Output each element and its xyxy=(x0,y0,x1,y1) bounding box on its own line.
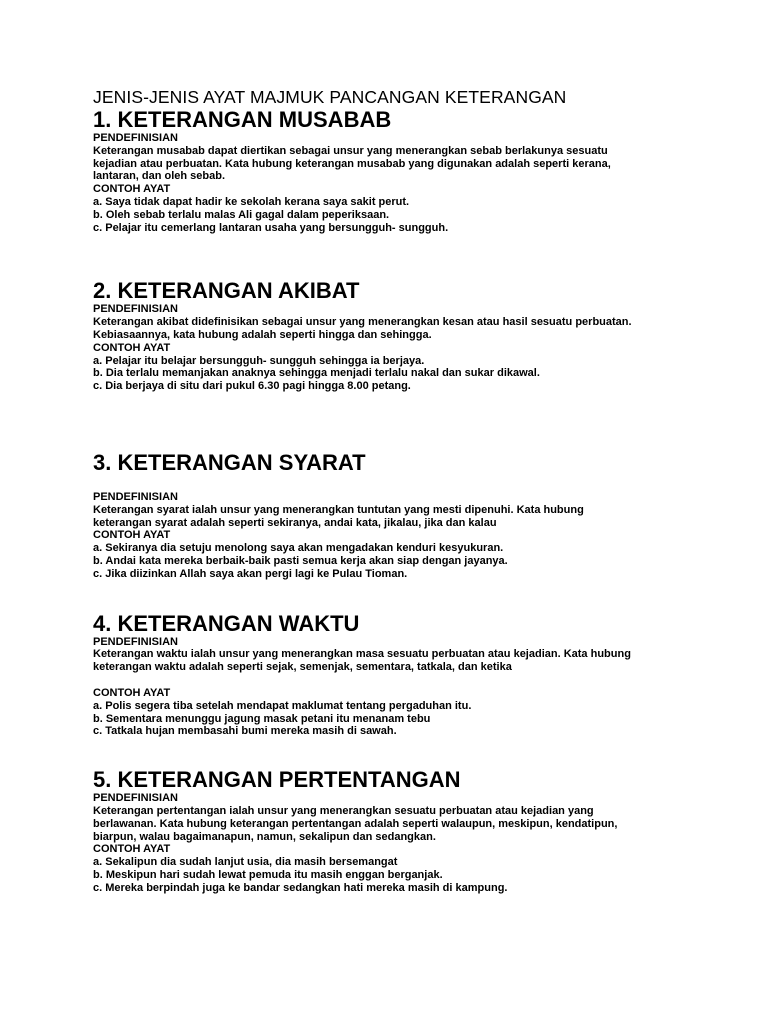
section-heading: 2. KETERANGAN AKIBAT xyxy=(93,278,360,304)
example-item: c. Pelajar itu cemerlang lantaran usaha yang bersungguh- sungguh. xyxy=(93,221,449,234)
section-musabab xyxy=(93,107,693,234)
examples-label: CONTOH AYAT xyxy=(93,843,171,856)
example-item: b. Dia terlalu memanjakan anaknya sehingga menjadi terlalu nakal dan sukar dikawal. xyxy=(93,367,540,380)
document-page xyxy=(93,87,693,894)
section-heading: 1. KETERANGAN MUSABAB xyxy=(93,107,392,132)
examples-label: CONTOH AYAT xyxy=(93,686,171,699)
section-akibat xyxy=(93,278,693,393)
example-item: c. Tatkala hujan membasahi bumi mereka masih di sawah. xyxy=(93,725,397,738)
examples-label: CONTOH AYAT xyxy=(93,183,171,196)
definition-label: PENDEFINISIAN xyxy=(93,635,178,648)
examples-list xyxy=(93,856,693,894)
section-syarat xyxy=(93,450,693,581)
example-item: b. Sementara menunggu jagung masak petani itu menanam tebu xyxy=(93,712,431,725)
document-title: JENIS-JENIS AYAT MAJMUK PANCANGAN KETERANGAN xyxy=(93,87,567,107)
section-heading: 5. KETERANGAN PERTENTANGAN xyxy=(93,767,461,793)
example-item: b. Meskipun hari sudah lewat pemuda itu masih enggan berganjak. xyxy=(93,868,443,881)
definition-label: PENDEFINISIAN xyxy=(93,490,178,503)
definition-text: Keterangan syarat ialah unsur yang menerangkan tuntutan yang mesti dipenuhi. Kata hubung keterangan syarat adalah seperti sekiranya, andai kata, jikalau, jika dan kalau xyxy=(93,503,584,529)
section-heading: 4. KETERANGAN WAKTU xyxy=(93,610,360,636)
example-item: c. Jika diizinkan Allah saya akan pergi lagi ke Pulau Tioman. xyxy=(93,567,408,580)
examples-label: CONTOH AYAT xyxy=(93,341,171,354)
examples-list xyxy=(93,196,693,234)
example-item: b. Andai kata mereka berbaik-baik pasti semua kerja akan siap dengan jayanya. xyxy=(93,554,508,567)
section-heading: 3. KETERANGAN SYARAT xyxy=(93,449,366,475)
example-item: a. Sekalipun dia sudah lanjut usia, dia masih bersemangat xyxy=(93,856,398,869)
example-item: c. Mereka berpindah juga ke bandar sedangkan hati mereka masih di kampung. xyxy=(93,881,508,894)
example-item: b. Oleh sebab terlalu malas Ali gagal dalam peperiksaan. xyxy=(93,208,390,221)
definition-label: PENDEFINISIAN xyxy=(93,792,178,805)
definition-label: PENDEFINISIAN xyxy=(93,303,178,316)
examples-list xyxy=(93,355,693,393)
definition-text: Keterangan waktu ialah unsur yang menerangkan masa sesuatu perbuatan atau kejadian. Kata hubung keterangan waktu adalah seperti sejak, semenjak, sementara, tatkala, dan ketika xyxy=(93,648,631,674)
definition-text: Keterangan akibat didefinisikan sebagai unsur yang menerangkan kesan atau hasil sesuatu perbuatan. Kebiasaannya, kata hubung adalah seperti hingga dan sehingga. xyxy=(93,316,632,341)
example-item: a. Polis segera tiba setelah mendapat maklumat tentang pergaduhan itu. xyxy=(93,699,472,712)
examples-list xyxy=(93,542,693,580)
example-item: c. Dia berjaya di situ dari pukul 6.30 pagi hingga 8.00 petang. xyxy=(93,380,411,393)
example-item: a. Pelajar itu belajar bersungguh- sungguh sehingga ia berjaya. xyxy=(93,354,425,367)
section-waktu xyxy=(93,611,693,739)
definition-text: Keterangan musabab dapat diertikan sebagai unsur yang menerangkan sebab berlakunya sesuatu kejadian atau perbuatan. Kata hubung keterangan musabab yang digunakan adalah seperti kerana, lantaran, dan oleh sebab. xyxy=(93,144,611,183)
examples-list xyxy=(93,700,693,738)
example-item: a. Saya tidak dapat hadir ke sekolah kerana saya sakit perut. xyxy=(93,195,410,208)
examples-label: CONTOH AYAT xyxy=(93,529,171,542)
example-item: a. Sekiranya dia setuju menolong saya akan mengadakan kenduri kesyukuran. xyxy=(93,542,504,555)
definition-text: Keterangan pertentangan ialah unsur yang menerangkan sesuatu perbuatan atau kejadian yang berlawanan. Kata hubung keterangan pertentangan adalah seperti walaupun, meskipun, kendatipun, biarpun, walau bagaimanapun, namun, sekalipun dan sedangkan. xyxy=(93,804,618,843)
definition-label: PENDEFINISIAN xyxy=(93,132,178,144)
section-pertentangan xyxy=(93,767,693,894)
